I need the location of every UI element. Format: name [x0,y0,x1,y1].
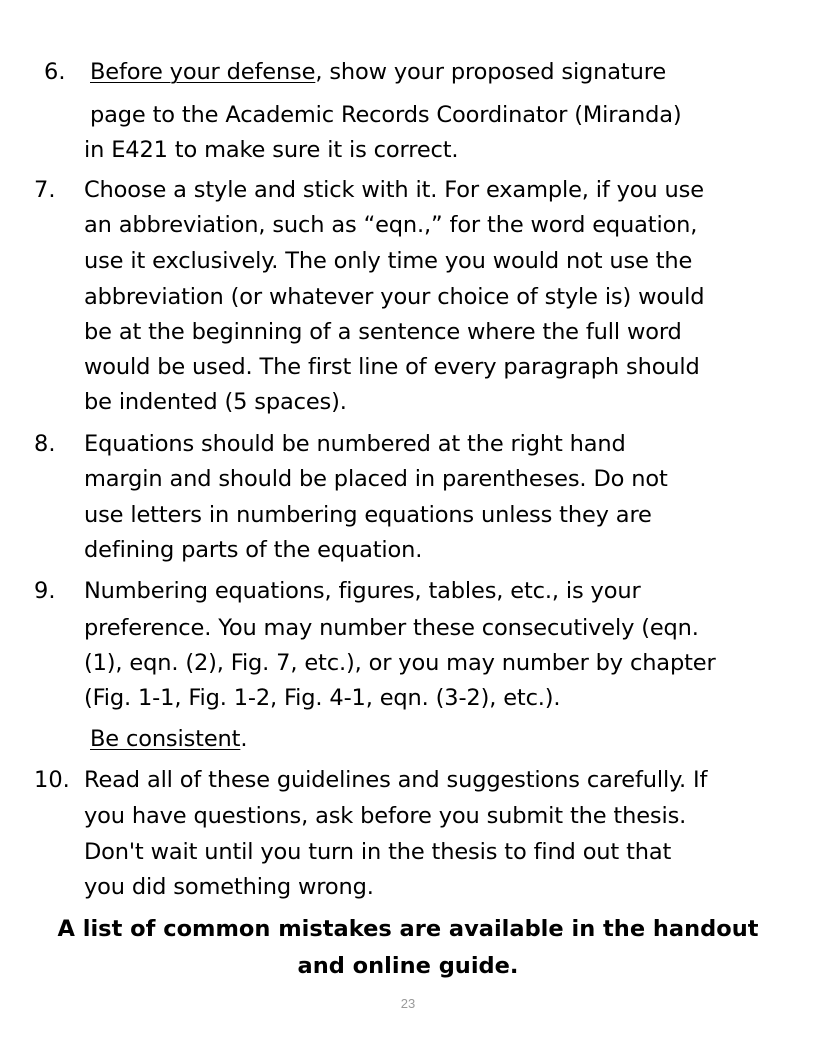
item-7-line-4: abbreviation (or whatever your choice of style is) would [84,284,705,310]
item-10-line-1: Read all of these guidelines and suggestions carefully. If [84,767,708,793]
item-7-line-7: be indented (5 spaces). [84,389,347,415]
be-consistent-underlined: Be consistent [90,726,241,752]
item-7-line-3: use it exclusively. The only time you would not use the [84,248,693,274]
item-7-number: 7. [34,177,56,203]
item-6-line-3: in E421 to make sure it is correct. [84,137,459,163]
item-9-line-1: Numbering equations, figures, tables, etc., is your [84,578,641,604]
item-9-line-3: (1), eqn. (2), Fig. 7, etc.), or you may number by chapter [84,650,716,676]
item-6-line-1-rest: , show your proposed signature [315,59,667,85]
item-8-line-4: defining parts of the equation. [84,537,423,563]
closing-note-line-1: A list of common mistakes are available in the handout [57,916,759,942]
item-6-line-2: page to the Academic Records Coordinator (Miranda) [90,102,682,128]
item-10-line-2: you have questions, ask before you submit the thesis. [84,803,687,829]
item-7-line-2: an abbreviation, such as “eqn.,” for the word equation, [84,212,698,238]
item-8-line-2: margin and should be placed in parentheses. Do not [84,466,668,492]
item-8-number: 8. [34,431,56,457]
item-10-line-4: you did something wrong. [84,874,374,900]
item-6-number: 6. [44,59,66,85]
item-7-line-6: would be used. The first line of every paragraph should [84,354,700,380]
page-number: 23 [400,996,416,1011]
item-8-line-1: Equations should be numbered at the right hand [84,431,626,457]
be-consistent-line [90,722,247,756]
item-7-line-5: be at the beginning of a sentence where the full word [84,319,682,345]
before-your-defense-underlined: Before your defense [90,59,316,85]
be-consistent-period: . [240,726,248,752]
item-7-line-1: Choose a style and stick with it. For example, if you use [84,177,704,203]
item-9-line-4: (Fig. 1-1, Fig. 1-2, Fig. 4-1, eqn. (3-2), etc.). [84,685,561,711]
item-10-line-3: Don't wait until you turn in the thesis to find out that [84,839,672,865]
closing-note-line-2: and online guide. [297,953,519,979]
item-8-line-3: use letters in numbering equations unless they are [84,502,652,528]
item-9-number: 9. [34,578,56,604]
item-9-line-2: preference. You may number these consecutively (eqn. [84,615,699,641]
item-10-number: 10. [34,767,70,793]
item-6-line-1 [90,55,666,89]
